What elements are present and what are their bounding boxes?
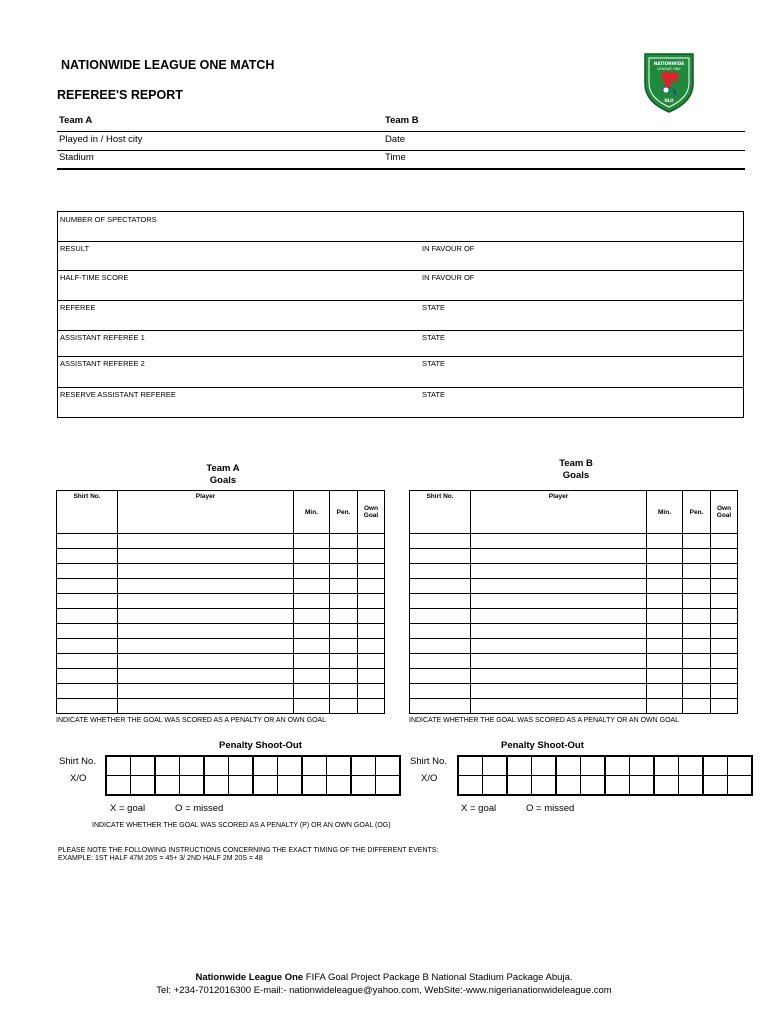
goal-cell[interactable] — [118, 549, 294, 564]
details-row-half-time — [58, 270, 743, 301]
goal-cell[interactable] — [118, 579, 294, 594]
goal-cell[interactable] — [358, 669, 385, 684]
team-a-goals-note: INDICATE WHETHER THE GOAL WAS SCORED AS A PENALTY OR AN OWN GOAL — [56, 717, 327, 724]
goal-cell[interactable] — [711, 594, 738, 609]
goal-cell[interactable] — [294, 579, 330, 594]
penalty-cell[interactable] — [458, 756, 483, 776]
team-b-goals-heading — [516, 458, 636, 482]
details-label: NUMBER OF SPECTATORS — [60, 215, 157, 224]
goal-cell[interactable] — [711, 624, 738, 639]
goal-cell[interactable] — [118, 699, 294, 714]
penalty-cell[interactable] — [728, 776, 753, 796]
penalty-cell[interactable] — [679, 776, 704, 796]
details-label: ASSISTANT REFEREE 2 — [60, 359, 145, 368]
details-row-referee — [58, 300, 743, 331]
penalty-result-row — [458, 776, 752, 796]
goal-cell[interactable] — [330, 699, 358, 714]
penalty-cell[interactable] — [180, 776, 205, 796]
penalty-cell[interactable] — [229, 776, 254, 796]
goal-cell[interactable] — [711, 609, 738, 624]
penalty-cell[interactable] — [155, 756, 180, 776]
goal-cell[interactable] — [330, 654, 358, 669]
goal-cell[interactable] — [330, 534, 358, 549]
goal-cell[interactable] — [683, 609, 711, 624]
goal-cell[interactable] — [683, 549, 711, 564]
goal-cell[interactable] — [358, 684, 385, 699]
penalty-cell[interactable] — [204, 776, 229, 796]
penalty-result-row — [106, 776, 400, 796]
goal-cell[interactable] — [410, 534, 471, 549]
goal-cell[interactable] — [410, 549, 471, 564]
col-min: Min. — [294, 491, 330, 534]
penalty-cell[interactable] — [458, 776, 483, 796]
footer-contact: Tel: +234-7012016300 E-mail:- nationwideleague@yahoo.com, WebSite:-www.nigerianationwideleague.com — [156, 985, 612, 996]
goal-row — [57, 639, 385, 654]
penalty-cell[interactable] — [253, 756, 278, 776]
penalty-cell[interactable] — [204, 756, 229, 776]
goal-cell[interactable] — [410, 684, 471, 699]
goal-cell[interactable] — [294, 624, 330, 639]
team-b-shirt-label: Shirt No. — [410, 756, 447, 767]
details-row-spectators — [58, 212, 743, 242]
logo-text-top: NATIONWIDE — [653, 61, 685, 66]
goal-cell[interactable] — [358, 534, 385, 549]
logo-text-mid: LEAGUE ONE — [657, 67, 681, 71]
goal-cell[interactable] — [358, 594, 385, 609]
goal-cell[interactable] — [683, 669, 711, 684]
goal-cell[interactable] — [471, 534, 647, 549]
goal-cell[interactable] — [471, 669, 647, 684]
goal-cell[interactable] — [330, 684, 358, 699]
penalty-cell[interactable] — [703, 776, 728, 796]
goal-cell[interactable] — [410, 624, 471, 639]
goal-cell[interactable] — [294, 699, 330, 714]
goal-cell[interactable] — [711, 534, 738, 549]
goal-cell[interactable] — [471, 654, 647, 669]
goal-cell[interactable] — [358, 639, 385, 654]
col-min: Min. — [647, 491, 683, 534]
divider — [57, 168, 745, 170]
details-label: REFEREE — [60, 303, 96, 312]
goal-cell[interactable] — [57, 624, 118, 639]
goals-label: Goals — [562, 470, 590, 481]
goal-cell[interactable] — [57, 654, 118, 669]
penalty-note: INDICATE WHETHER THE GOAL WAS SCORED AS A PENALTY (P) OR AN OWN GOAL (OG) — [92, 822, 391, 829]
goal-cell[interactable] — [294, 684, 330, 699]
goal-cell[interactable] — [330, 639, 358, 654]
goal-row — [57, 549, 385, 564]
goal-cell[interactable] — [647, 654, 683, 669]
team-a-title: Team A — [206, 463, 240, 474]
goal-cell[interactable] — [410, 579, 471, 594]
footer-address — [0, 972, 768, 983]
goal-cell[interactable] — [410, 669, 471, 684]
goal-cell[interactable] — [471, 684, 647, 699]
penalty-cell[interactable] — [532, 756, 557, 776]
goal-cell[interactable] — [358, 549, 385, 564]
goal-cell[interactable] — [471, 624, 647, 639]
goal-cell[interactable] — [57, 549, 118, 564]
goal-cell[interactable] — [57, 564, 118, 579]
goal-cell[interactable] — [57, 534, 118, 549]
details-label: RESERVE ASSISTANT REFEREE — [60, 390, 176, 399]
details-row-assistant-2 — [58, 356, 743, 388]
goal-cell[interactable] — [118, 609, 294, 624]
goal-row — [57, 684, 385, 699]
goal-cell[interactable] — [471, 594, 647, 609]
goal-cell[interactable] — [683, 624, 711, 639]
team-b-xo-label: X/O — [421, 773, 438, 784]
penalty-cell[interactable] — [679, 756, 704, 776]
goal-cell[interactable] — [57, 579, 118, 594]
penalty-cell[interactable] — [581, 776, 606, 796]
goal-cell[interactable] — [647, 684, 683, 699]
league-logo — [639, 50, 699, 114]
penalty-cell[interactable] — [532, 776, 557, 796]
goal-cell[interactable] — [330, 564, 358, 579]
team-b-title: Team B — [559, 458, 593, 469]
penalty-cell[interactable] — [278, 776, 303, 796]
team-a-penalty-grid — [105, 755, 401, 796]
goal-row — [410, 699, 738, 714]
penalty-cell[interactable] — [327, 756, 352, 776]
match-details-box — [57, 211, 744, 418]
divider — [57, 131, 745, 132]
details-label-right: STATE — [422, 333, 446, 342]
goal-cell[interactable] — [683, 594, 711, 609]
time-label: Time — [385, 152, 406, 163]
goal-cell[interactable] — [118, 534, 294, 549]
penalty-cell[interactable] — [131, 756, 156, 776]
goal-cell[interactable] — [647, 534, 683, 549]
col-own-goal: Own Goal — [358, 491, 385, 534]
goal-cell[interactable] — [358, 579, 385, 594]
goal-cell[interactable] — [294, 534, 330, 549]
goal-row — [57, 579, 385, 594]
team-b-penalty-grid — [457, 755, 753, 796]
details-label: RESULT — [60, 244, 90, 253]
goal-cell[interactable] — [57, 669, 118, 684]
goal-cell[interactable] — [330, 624, 358, 639]
form-subtitle: REFEREE'S REPORT — [57, 88, 183, 102]
penalty-cell[interactable] — [229, 756, 254, 776]
goal-cell[interactable] — [647, 699, 683, 714]
col-shirt-no: Shirt No. — [410, 491, 471, 534]
goal-cell[interactable] — [118, 594, 294, 609]
penalty-cell[interactable] — [302, 756, 327, 776]
team-b-penalty-title: Penalty Shoot-Out — [501, 740, 584, 751]
goal-cell[interactable] — [330, 594, 358, 609]
goal-cell[interactable] — [330, 579, 358, 594]
details-row-assistant-1 — [58, 330, 743, 357]
missed-legend: O = missed — [175, 803, 224, 814]
penalty-shirt-row — [458, 756, 752, 776]
goal-row — [57, 624, 385, 639]
goal-cell[interactable] — [471, 609, 647, 624]
goal-cell[interactable] — [711, 639, 738, 654]
goal-cell[interactable] — [294, 639, 330, 654]
goals-label: Goals — [209, 475, 237, 486]
missed-legend: O = missed — [526, 803, 575, 814]
penalty-cell[interactable] — [302, 776, 327, 796]
goal-row — [410, 669, 738, 684]
goal-row — [410, 684, 738, 699]
goal-cell[interactable] — [57, 639, 118, 654]
stadium-label: Stadium — [59, 152, 94, 163]
goal-cell[interactable] — [330, 669, 358, 684]
goal-cell[interactable] — [647, 609, 683, 624]
team-a-label: Team A — [59, 115, 93, 126]
penalty-cell[interactable] — [351, 776, 376, 796]
goal-cell[interactable] — [471, 579, 647, 594]
goal-row — [410, 639, 738, 654]
goal-cell[interactable] — [294, 654, 330, 669]
goal-row — [57, 654, 385, 669]
penalty-cell[interactable] — [327, 776, 352, 796]
goal-cell[interactable] — [294, 549, 330, 564]
goal-cell[interactable] — [294, 594, 330, 609]
penalty-cell[interactable] — [483, 776, 508, 796]
goal-cell[interactable] — [471, 564, 647, 579]
goal-cell[interactable] — [358, 654, 385, 669]
col-pen: Pen. — [683, 491, 711, 534]
penalty-cell[interactable] — [507, 776, 532, 796]
divider — [57, 150, 745, 151]
goal-cell[interactable] — [410, 639, 471, 654]
goal-cell[interactable] — [118, 639, 294, 654]
col-own-goal: Own Goal — [711, 491, 738, 534]
team-a-shirt-label: Shirt No. — [59, 756, 96, 767]
goal-row — [57, 609, 385, 624]
penalty-cell[interactable] — [278, 756, 303, 776]
goal-cell[interactable] — [118, 654, 294, 669]
team-a-xo-label: X/O — [70, 773, 87, 784]
team-a-penalty-title: Penalty Shoot-Out — [219, 740, 302, 751]
penalty-cell[interactable] — [556, 776, 581, 796]
goal-cell[interactable] — [294, 564, 330, 579]
goal-cell[interactable] — [683, 639, 711, 654]
penalty-cell[interactable] — [106, 776, 131, 796]
penalty-cell[interactable] — [654, 776, 679, 796]
goal-cell[interactable] — [683, 654, 711, 669]
goal-cell[interactable] — [358, 699, 385, 714]
penalty-cell[interactable] — [630, 776, 655, 796]
penalty-cell[interactable] — [630, 756, 655, 776]
penalty-cell[interactable] — [106, 756, 131, 776]
details-label-right: STATE — [422, 390, 446, 399]
goal-legend: X = goal — [110, 803, 146, 814]
goal-cell[interactable] — [118, 624, 294, 639]
goal-cell[interactable] — [57, 609, 118, 624]
goal-cell[interactable] — [647, 564, 683, 579]
form-title: NATIONWIDE LEAGUE ONE MATCH — [61, 58, 275, 72]
penalty-cell[interactable] — [728, 756, 753, 776]
goal-legend: X = goal — [461, 803, 497, 814]
penalty-cell[interactable] — [483, 756, 508, 776]
goal-row — [410, 624, 738, 639]
penalty-cell[interactable] — [253, 776, 278, 796]
goal-cell[interactable] — [57, 699, 118, 714]
goal-cell[interactable] — [294, 669, 330, 684]
goal-cell[interactable] — [358, 624, 385, 639]
footer-org-name: Nationwide League One — [195, 972, 304, 983]
penalty-cell[interactable] — [376, 756, 401, 776]
goal-cell[interactable] — [647, 669, 683, 684]
details-row-result — [58, 241, 743, 271]
penalty-cell[interactable] — [131, 776, 156, 796]
goal-row — [57, 594, 385, 609]
team-b-goals-table — [409, 490, 738, 714]
col-player: Player — [118, 491, 294, 534]
col-player: Player — [471, 491, 647, 534]
goal-cell[interactable] — [711, 564, 738, 579]
penalty-cell[interactable] — [180, 756, 205, 776]
goal-cell[interactable] — [683, 564, 711, 579]
goal-cell[interactable] — [647, 594, 683, 609]
goal-cell[interactable] — [647, 639, 683, 654]
goal-cell[interactable] — [647, 579, 683, 594]
goal-row — [410, 654, 738, 669]
goal-cell[interactable] — [647, 624, 683, 639]
goal-row — [410, 549, 738, 564]
goal-row — [410, 579, 738, 594]
goal-cell[interactable] — [711, 684, 738, 699]
goal-cell[interactable] — [118, 564, 294, 579]
footer-org-address: FIFA Goal Project Package B National Stadium Package Abuja. — [303, 972, 573, 983]
goal-row — [57, 564, 385, 579]
logo-text-bottom: NLO — [664, 98, 674, 103]
goal-row — [57, 669, 385, 684]
goal-cell[interactable] — [683, 579, 711, 594]
goal-cell[interactable] — [358, 564, 385, 579]
goal-row — [57, 699, 385, 714]
goal-row — [410, 564, 738, 579]
penalty-cell[interactable] — [556, 756, 581, 776]
timing-instructions: PLEASE NOTE THE FOLLOWING INSTRUCTIONS CONCERNING THE EXACT TIMING OF THE DIFFERENT EVENTS: — [58, 847, 439, 854]
goal-row — [410, 594, 738, 609]
goal-cell[interactable] — [683, 699, 711, 714]
goal-cell[interactable] — [57, 684, 118, 699]
penalty-shirt-row — [106, 756, 400, 776]
goal-cell[interactable] — [711, 579, 738, 594]
goal-row — [410, 534, 738, 549]
goal-cell[interactable] — [471, 639, 647, 654]
team-b-goals-note: INDICATE WHETHER THE GOAL WAS SCORED AS A PENALTY OR AN OWN GOAL — [409, 717, 680, 724]
goal-cell[interactable] — [683, 534, 711, 549]
col-pen: Pen. — [330, 491, 358, 534]
goal-cell[interactable] — [711, 549, 738, 564]
col-shirt-no: Shirt No. — [57, 491, 118, 534]
goal-row — [410, 609, 738, 624]
goal-cell[interactable] — [683, 684, 711, 699]
goal-cell[interactable] — [410, 609, 471, 624]
goal-cell[interactable] — [410, 594, 471, 609]
goal-cell[interactable] — [358, 609, 385, 624]
goal-cell[interactable] — [410, 699, 471, 714]
penalty-cell[interactable] — [605, 756, 630, 776]
goal-cell[interactable] — [711, 669, 738, 684]
penalty-cell[interactable] — [605, 776, 630, 796]
details-label: HALF-TIME SCORE — [60, 273, 129, 282]
goal-cell[interactable] — [294, 609, 330, 624]
goal-cell[interactable] — [647, 549, 683, 564]
goal-cell[interactable] — [330, 549, 358, 564]
goal-cell[interactable] — [330, 609, 358, 624]
timing-example: EXAMPLE: 1ST HALF 47M 20S = 45+ 3/ 2ND HALF 2M 20S = 48 — [58, 855, 263, 862]
penalty-cell[interactable] — [654, 756, 679, 776]
goal-cell[interactable] — [118, 669, 294, 684]
goal-cell[interactable] — [118, 684, 294, 699]
date-label: Date — [385, 134, 406, 145]
penalty-cell[interactable] — [376, 776, 401, 796]
team-a-goals-heading — [163, 463, 283, 487]
details-label: ASSISTANT REFEREE 1 — [60, 333, 145, 342]
details-label-right: IN FAVOUR OF — [422, 244, 475, 253]
host-city-label: Played in / Host city — [59, 134, 143, 145]
team-b-label: Team B — [385, 115, 419, 126]
penalty-cell[interactable] — [581, 756, 606, 776]
team-a-goals-table — [56, 490, 385, 714]
details-label-right: STATE — [422, 303, 446, 312]
goal-cell[interactable] — [711, 699, 738, 714]
goal-cell[interactable] — [471, 549, 647, 564]
goal-cell[interactable] — [471, 699, 647, 714]
goal-cell[interactable] — [410, 654, 471, 669]
details-label-right: STATE — [422, 359, 446, 368]
penalty-cell[interactable] — [351, 756, 376, 776]
penalty-cell[interactable] — [703, 756, 728, 776]
goal-row — [57, 534, 385, 549]
details-label-right: IN FAVOUR OF — [422, 273, 475, 282]
goal-cell[interactable] — [410, 564, 471, 579]
goal-cell[interactable] — [711, 654, 738, 669]
goal-cell[interactable] — [57, 594, 118, 609]
penalty-cell[interactable] — [155, 776, 180, 796]
penalty-cell[interactable] — [507, 756, 532, 776]
details-row-reserve-assistant — [58, 387, 743, 417]
